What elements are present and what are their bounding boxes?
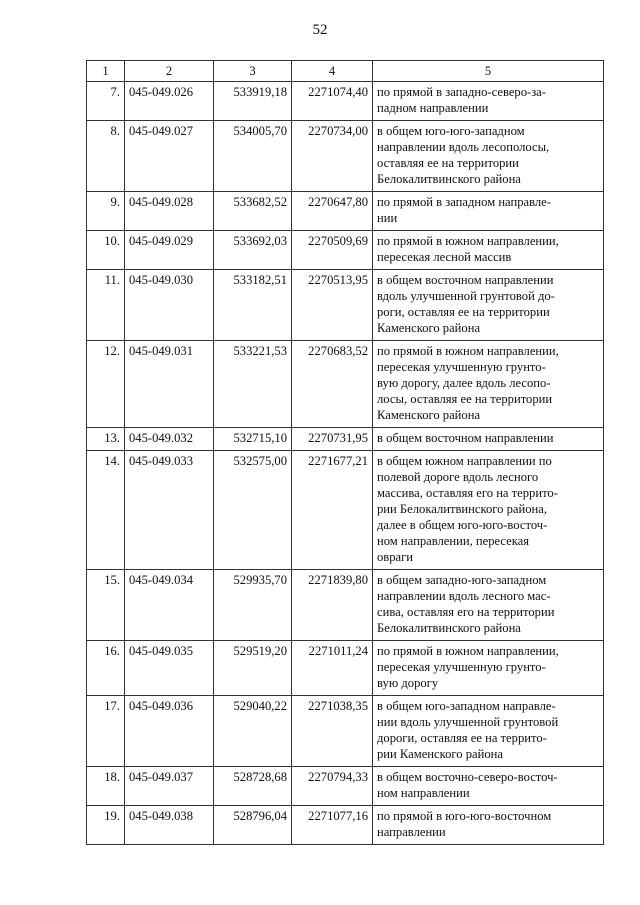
point-code: 045-049.030: [125, 270, 214, 341]
coord-y: 2271077,16: [292, 806, 373, 845]
header-col-5: 5: [373, 61, 604, 82]
description-line: дороги, оставляя ее на террито-: [377, 731, 547, 745]
header-col-4: 4: [292, 61, 373, 82]
coord-y: 2270731,95: [292, 428, 373, 451]
point-code: 045-049.027: [125, 121, 214, 192]
description-line: Каменского района: [377, 321, 481, 335]
description-line: в общем восточном направлении: [377, 273, 554, 287]
coord-x: 529935,70: [214, 570, 292, 641]
direction-description: [373, 121, 604, 192]
row-number: 18.: [87, 767, 125, 806]
description-line: в общем восточном направлении: [377, 431, 554, 445]
row-number: 15.: [87, 570, 125, 641]
description-line: нии вдоль улучшенной грунтовой: [377, 715, 559, 729]
coord-y: 2271839,80: [292, 570, 373, 641]
row-number: 14.: [87, 451, 125, 570]
description-line: ном направлении: [377, 786, 470, 800]
description-line: роги, оставляя ее на территории: [377, 305, 550, 319]
coord-x: 532575,00: [214, 451, 292, 570]
description-line: рии Каменского района: [377, 747, 503, 761]
direction-description: [373, 451, 604, 570]
description-line: пересекая лесной массив: [377, 250, 512, 264]
coord-x: 532715,10: [214, 428, 292, 451]
direction-description: [373, 82, 604, 121]
description-line: ном направлении, пересекая: [377, 534, 530, 548]
page-number: 52: [312, 22, 328, 38]
description-line: овраги: [377, 550, 414, 564]
row-number: 12.: [87, 341, 125, 428]
description-line: направлении вдоль лесного мас-: [377, 589, 551, 603]
description-line: оставляя ее на территории: [377, 156, 519, 170]
table-row: [87, 428, 604, 451]
row-number: 9.: [87, 192, 125, 231]
description-line: по прямой в южном направлении,: [377, 234, 559, 248]
description-line: направлении: [377, 825, 446, 839]
description-line: массива, оставляя его на террито-: [377, 486, 558, 500]
table-row: [87, 696, 604, 767]
description-line: по прямой в южном направлении,: [377, 344, 559, 358]
coord-x: 528796,04: [214, 806, 292, 845]
table-row: [87, 451, 604, 570]
coord-y: 2270794,33: [292, 767, 373, 806]
point-code: 045-049.036: [125, 696, 214, 767]
coord-y: 2270647,80: [292, 192, 373, 231]
coord-x: 529519,20: [214, 641, 292, 696]
coord-x: 533692,03: [214, 231, 292, 270]
direction-description: [373, 641, 604, 696]
description-line: в общем юго-западном направле-: [377, 699, 556, 713]
table-row: [87, 192, 604, 231]
boundary-points-table: [86, 60, 604, 845]
point-code: 045-049.035: [125, 641, 214, 696]
point-code: 045-049.029: [125, 231, 214, 270]
point-code: 045-049.026: [125, 82, 214, 121]
coord-y: 2271074,40: [292, 82, 373, 121]
description-line: по прямой в юго-юго-восточном: [377, 809, 552, 823]
description-line: пересекая улучшенную грунто-: [377, 360, 546, 374]
description-line: по прямой в западном направле-: [377, 195, 551, 209]
description-line: в общем западно-юго-западном: [377, 573, 547, 587]
description-line: по прямой в западно-северо-за-: [377, 85, 546, 99]
description-line: Белокалитвинского района: [377, 172, 521, 186]
table-row: [87, 570, 604, 641]
header-col-2: 2: [125, 61, 214, 82]
point-code: 045-049.034: [125, 570, 214, 641]
row-number: 19.: [87, 806, 125, 845]
description-line: вую дорогу: [377, 676, 439, 690]
coord-y: 2270734,00: [292, 121, 373, 192]
description-line: нии: [377, 211, 398, 225]
description-line: пересекая улучшенную грунто-: [377, 660, 546, 674]
point-code: 045-049.037: [125, 767, 214, 806]
description-line: падном направлении: [377, 101, 489, 115]
row-number: 17.: [87, 696, 125, 767]
table-header-row: [87, 61, 604, 82]
description-line: лосы, оставляя ее на территории: [377, 392, 553, 406]
table-row: [87, 341, 604, 428]
direction-description: [373, 767, 604, 806]
coord-y: 2270513,95: [292, 270, 373, 341]
table-row: [87, 806, 604, 845]
row-number: 7.: [87, 82, 125, 121]
row-number: 16.: [87, 641, 125, 696]
direction-description: [373, 341, 604, 428]
table-row: [87, 121, 604, 192]
coord-y: 2271677,21: [292, 451, 373, 570]
coord-x: 533221,53: [214, 341, 292, 428]
coord-y: 2271038,35: [292, 696, 373, 767]
table-row: [87, 270, 604, 341]
description-line: сива, оставляя его на территории: [377, 605, 555, 619]
point-code: 045-049.028: [125, 192, 214, 231]
description-line: вдоль улучшенной грунтовой до-: [377, 289, 555, 303]
direction-description: [373, 806, 604, 845]
coord-x: 533682,52: [214, 192, 292, 231]
table-row: [87, 231, 604, 270]
table-row: [87, 82, 604, 121]
row-number: 8.: [87, 121, 125, 192]
coord-x: 533919,18: [214, 82, 292, 121]
direction-description: [373, 231, 604, 270]
header-col-1: 1: [87, 61, 125, 82]
description-line: вую дорогу, далее вдоль лесопо-: [377, 376, 551, 390]
row-number: 13.: [87, 428, 125, 451]
direction-description: [373, 428, 604, 451]
description-line: направлении вдоль лесополосы,: [377, 140, 550, 154]
point-code: 045-049.033: [125, 451, 214, 570]
table-row: [87, 641, 604, 696]
coord-y: 2271011,24: [292, 641, 373, 696]
header-col-3: 3: [214, 61, 292, 82]
coord-y: 2270509,69: [292, 231, 373, 270]
direction-description: [373, 192, 604, 231]
point-code: 045-049.032: [125, 428, 214, 451]
description-line: далее в общем юго-юго-восточ-: [377, 518, 548, 532]
coord-x: 533182,51: [214, 270, 292, 341]
description-line: полевой дороге вдоль лесного: [377, 470, 539, 484]
description-line: в общем восточно-северо-восточ-: [377, 770, 558, 784]
direction-description: [373, 570, 604, 641]
row-number: 11.: [87, 270, 125, 341]
coord-x: 529040,22: [214, 696, 292, 767]
coord-x: 534005,70: [214, 121, 292, 192]
point-code: 045-049.038: [125, 806, 214, 845]
description-line: Каменского района: [377, 408, 481, 422]
row-number: 10.: [87, 231, 125, 270]
table-row: [87, 767, 604, 806]
description-line: рии Белокалитвинского района,: [377, 502, 547, 516]
coord-x: 528728,68: [214, 767, 292, 806]
point-code: 045-049.031: [125, 341, 214, 428]
direction-description: [373, 696, 604, 767]
description-line: Белокалитвинского района: [377, 621, 521, 635]
description-line: в общем южном направлении по: [377, 454, 552, 468]
coord-y: 2270683,52: [292, 341, 373, 428]
description-line: в общем юго-юго-западном: [377, 124, 525, 138]
direction-description: [373, 270, 604, 341]
description-line: по прямой в южном направлении,: [377, 644, 559, 658]
